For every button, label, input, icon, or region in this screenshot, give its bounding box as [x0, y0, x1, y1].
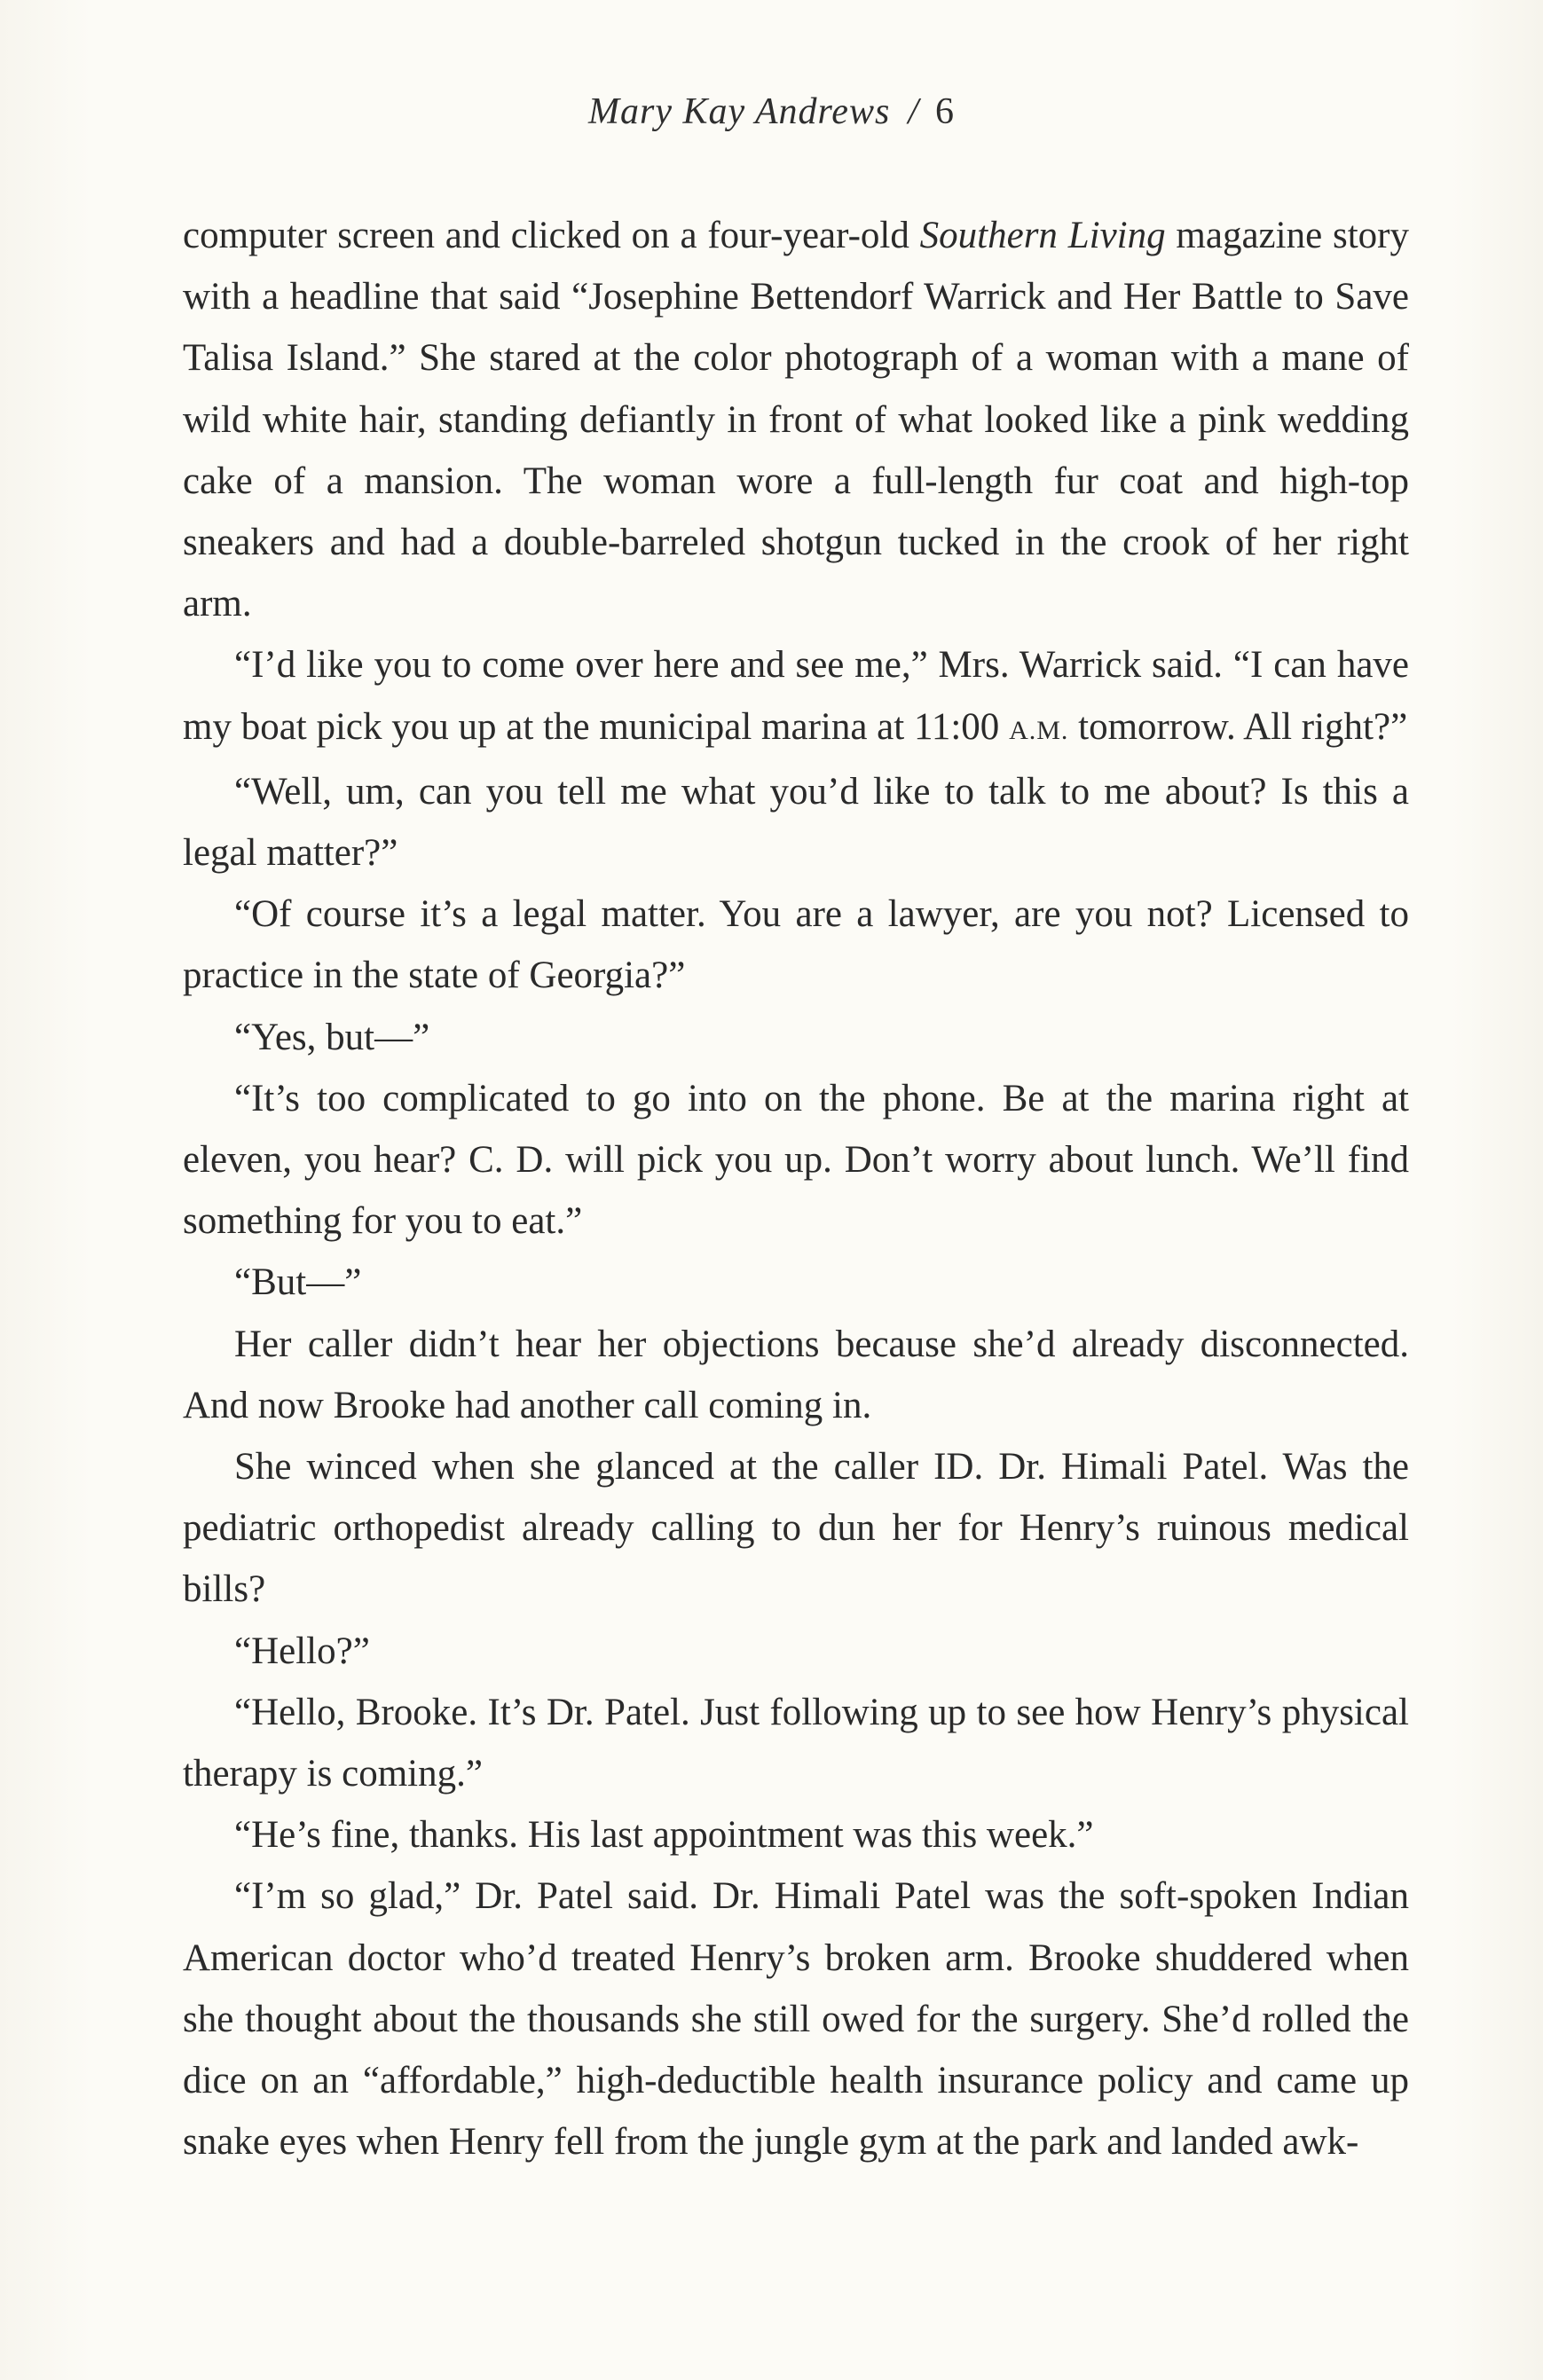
paragraph: “Hello, Brooke. It’s Dr. Patel. Just following up to see how Henry’s physical therapy is coming.”: [183, 1691, 1409, 1795]
paragraph: “Yes, but—”: [234, 1016, 430, 1058]
paragraph: Her caller didn’t hear her objections because she’d already disconnected. And now Brooke had another call coming in.: [183, 1323, 1409, 1426]
paragraph: “Of course it’s a legal matter. You are a lawyer, are you not? Licensed to practice in the state of Georgia?”: [183, 893, 1409, 997]
author-name: Mary Kay Andrews: [588, 91, 891, 132]
paragraph: She winced when she glanced at the caller ID. Dr. Himali Patel. Was the pediatric orthopedist already calling to dun her for Henry’s ruinous medical bills?: [183, 1446, 1409, 1611]
paragraph: “Well, um, can you tell me what you’d like to talk to me about? Is this a legal matter?”: [183, 770, 1409, 875]
paragraph: “He’s fine, thanks. His last appointment was this week.”: [234, 1814, 1094, 1857]
time-abbrev: A.M.: [1009, 715, 1069, 745]
paragraph: computer screen and clicked on a four-year-old Southern Living magazine story with a headline that said “Josephine Bettendorf Warrick and Her Battle to Save Talisa Island.” She stared at the color photograph of a woman with a mane of wild white hair, standing defiantly in front of what looked like a pink wedding cake of a mansion. The woman wore a full-length fur coat and high-top sneakers and had a double-barreled shotgun tucked in the crook of her right arm.: [183, 215, 1409, 625]
paragraph: “But—”: [234, 1261, 362, 1304]
page-number: 6: [934, 91, 955, 132]
magazine-title: Southern Living: [919, 215, 1166, 256]
paragraph: “It’s too complicated to go into on the phone. Be at the marina right at eleven, you hear? C. D. will pick you up. Don’t worry about lunch. We’ll find something for you to eat.”: [183, 1077, 1409, 1243]
paragraph: “I’m so glad,” Dr. Patel said. Dr. Himali Patel was the soft-spoken Indian American doctor who’d treated Henry’s broken arm. Brooke shuddered when she thought about the thousands she still owed for the surgery. She’d rolled the dice on an “affordable,” high-deductible health insurance policy and came up snake eyes when Henry fell from the jungle gym at the park and landed awk-: [183, 1875, 1409, 2164]
paragraph: “Hello?”: [234, 1630, 370, 1672]
header-separator: /: [908, 91, 919, 132]
body-text: [183, 205, 1409, 2173]
running-head: [0, 85, 1543, 138]
paragraph: “I’d like you to come over here and see me,” Mrs. Warrick said. “I can have my boat pick you up at the municipal marina at 11:00 A.M. tomorrow. All right?”: [183, 644, 1409, 748]
